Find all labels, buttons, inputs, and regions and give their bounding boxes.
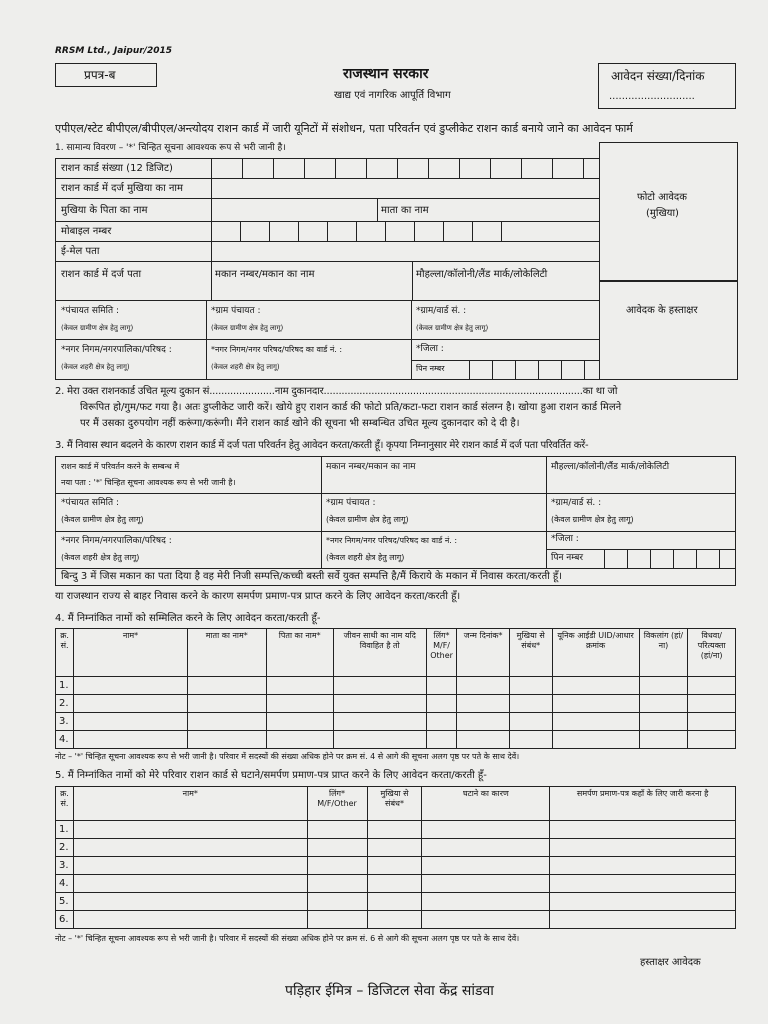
urban-note-2: (केवल शहरी क्षेत्र हेतु लागू)	[211, 363, 280, 371]
s4-head-uid: यूनिक आईडी UID/आधार क्रमांक	[552, 629, 639, 677]
photo-box[interactable]	[599, 142, 738, 281]
s3-locality-label: मौहल्ला/कॉलोनी/लैंड मार्क/लोकेलिटी	[551, 462, 670, 472]
table-row[interactable]	[56, 731, 736, 749]
s5-head-surrender: समर्पण प्रमाण-पत्र कहाँ के लिए जारी करना है	[550, 787, 736, 821]
nagar-nigam-label: *नगर निगम/नगरपालिका/परिषद :	[61, 345, 172, 355]
s5-row-no: 3.	[56, 857, 74, 875]
father-input[interactable]	[211, 199, 378, 221]
pin-row	[411, 360, 599, 379]
s3-surrender: या राजस्थान राज्य से बाहर निवास करने के कारण समर्पण प्रमाण-पत्र प्राप्त करने के लिए आवेदन करता/करती हूँ।	[55, 591, 461, 602]
s4-row-no: 4.	[56, 731, 74, 749]
nagar-ward-field[interactable]	[206, 340, 412, 379]
s3-panchayat-samiti[interactable]	[56, 493, 322, 532]
email-label: ई-मेल पता	[61, 246, 100, 257]
change-label-cell	[56, 457, 322, 494]
s3-pin-row	[546, 549, 735, 569]
father-label: मुखिया के पिता का नाम	[61, 205, 148, 216]
s4-head-sno: क्र. सं.	[56, 629, 74, 677]
s5-row-no: 4.	[56, 875, 74, 893]
panchayat-samiti-label: *पंचायत समिति :	[61, 306, 120, 316]
s4-head-dob: जन्म दिनांक*	[457, 629, 510, 677]
gram-ward-label: *ग्राम/वार्ड सं. :	[416, 306, 467, 316]
s3-gram-ward-label: *ग्राम/वार्ड सं. :	[551, 498, 602, 508]
publisher: RRSM Ltd., Jaipur/2015	[55, 46, 173, 56]
section2-line3: पर मैं उसका दुरुपयोग नहीं करूंगा/करूंगी। मैंने राशन कार्ड खोने की सूचना भी सम्बन्धित उचित मूल्य दुकानदार को दे दी है।	[80, 418, 520, 429]
section2-line1: 2. मेरा उक्त राशनकार्ड उचित मूल्य दुकान सं......................नाम दुकानदार.......................................................................................का था जो	[55, 386, 618, 397]
pin-cells[interactable]	[469, 360, 607, 379]
mobile-row	[55, 221, 600, 242]
photo-label: फोटो आवेदक	[637, 192, 687, 203]
s3-urban-note: (केवल शहरी क्षेत्र हेतु लागू)	[61, 553, 140, 562]
photo-sub: (मुखिया)	[646, 208, 679, 219]
s5-head-sno: क्र. सं.	[56, 787, 74, 821]
rural-note-2: (केवल ग्रामीण क्षेत्र हेतु लागू)	[211, 324, 284, 332]
s3-gram-ward[interactable]	[546, 493, 735, 532]
s5-head-relation: मुखिया से संबंध*	[367, 787, 422, 821]
mobile-label: मोबाइल नम्बर	[61, 226, 112, 237]
section1-title: 1. सामान्य विवरण – '*' चिन्हित सूचना आवश्यक रूप से भरी जानी है।	[55, 143, 286, 153]
section5-note: नोट – '*' चिन्हित सूचना आवश्यक रूप से भरी जानी है। परिवार में सदस्यों की संख्या अधिक होने पर क्रम सं. 6 से आगे की सूचना अलग पृष्ठ पर पते के साथ देवें।	[55, 934, 520, 943]
footer-signature: हस्ताक्षर आवेदक	[640, 957, 701, 968]
panchayat-samiti-field[interactable]	[56, 301, 207, 339]
table-row[interactable]	[56, 695, 736, 713]
table-row[interactable]	[56, 821, 736, 839]
s4-head-widow: विधवा/ परित्यक्ता (हां/ना)	[688, 629, 736, 677]
s3-nagar-ward[interactable]	[321, 531, 547, 569]
form-title: एपीएल/स्टेट बीपीएल/बीपीएल/अन्त्योदय राशन कार्ड में जारी यूनिटों में संशोधन, पता परिवर्तन एवं डुप्लीकेट राशन कार्ड बनाये जाने का आवेदन फार्म	[55, 122, 633, 135]
mobile-cells[interactable]	[211, 222, 503, 241]
section3-title: 3. मैं निवास स्थान बदलने के कारण राशन कार्ड में दर्ज पता परिवर्तन हेतु आवेदन करता/करती हूँ। कृपया निम्नानुसार मेरे राशन कार्ड में दर्ज पता परिवर्तित करें-	[55, 440, 589, 451]
app-no-field[interactable]: ...........................	[609, 91, 695, 102]
s3-rural-note-3: (केवल ग्रामीण क्षेत्र हेतु लागू)	[551, 515, 634, 524]
s4-head-relation: मुखिया से संबंध*	[509, 629, 552, 677]
district-field[interactable]	[411, 340, 599, 361]
s3-district[interactable]	[546, 531, 735, 550]
s5-head-gender: लिंग* M/F/Other	[307, 787, 367, 821]
s4-head-father: पिता का नाम*	[266, 629, 333, 677]
s3-gram-panchayat[interactable]	[321, 493, 547, 532]
rural-note: (केवल ग्रामीण क्षेत्र हेतु लागू)	[61, 324, 134, 332]
s4-head-mother: माता का नाम*	[187, 629, 266, 677]
house-label: मकान नम्बर/मकान का नाम	[215, 269, 315, 280]
change-label: राशन कार्ड में परिवर्तन करने के सम्बन्ध में	[61, 462, 180, 471]
app-no-box	[598, 63, 736, 109]
s3-nagar-nigam-label: *नगर निगम/नगरपालिका/परिषद :	[61, 536, 172, 546]
head-name-label: राशन कार्ड में दर्ज मुखिया का नाम	[61, 183, 183, 194]
dept-title: खाद्य एवं नागरिक आपूर्ति विभाग	[334, 90, 451, 101]
address-label: राशन कार्ड में दर्ज पता	[61, 269, 142, 280]
s5-row-no: 5.	[56, 893, 74, 911]
address-row	[55, 261, 600, 301]
s4-head-spouse: जीवन साथी का नाम यदि विवाहित है तो	[333, 629, 426, 677]
head-name-row	[55, 178, 600, 199]
nagar-nigam-field[interactable]	[56, 340, 207, 379]
ration-no-label: राशन कार्ड संख्या (12 डिजिट)	[61, 163, 173, 174]
s4-row-no: 2.	[56, 695, 74, 713]
s4-head-name: नाम*	[74, 629, 188, 677]
form-no: प्रपत्र-ब	[84, 68, 116, 82]
table-row[interactable]	[56, 893, 736, 911]
new-address-label: नया पता : '*' चिन्हित सूचना आवश्यक रूप से भरी जानी है।	[61, 478, 236, 487]
s3-locality-field[interactable]	[546, 457, 735, 494]
gram-panchayat-field[interactable]	[206, 301, 412, 339]
s3-pin-cells[interactable]	[604, 549, 742, 568]
s5-row-no: 6.	[56, 911, 74, 929]
s3-pin-label: पिन नम्बर	[551, 553, 584, 563]
section4-note: नोट – '*' चिन्हित सूचना आवश्यक रूप से भरी जानी है। परिवार में सदस्यों की संख्या अधिक होने पर क्रम सं. 4 से आगे की सूचना अलग पृष्ठ पर पते के साथ देवें।	[55, 752, 520, 761]
s3-house-field[interactable]	[321, 457, 547, 494]
house-input[interactable]	[211, 262, 413, 300]
gram-panchayat-label: *ग्राम पंचायत :	[211, 306, 261, 316]
section4-table	[55, 628, 736, 749]
table-row[interactable]	[56, 857, 736, 875]
form-no-box	[55, 63, 157, 87]
s3-nagar-ward-label: *नगर निगम/नगर परिषद/परिषद का वार्ड नं. :	[326, 536, 458, 545]
s3-house-label: मकान नम्बर/मकान का नाम	[326, 462, 416, 472]
urban-note: (केवल शहरी क्षेत्र हेतु लागू)	[61, 363, 130, 371]
footer-stamp: पड़िहार ईमित्र – डिजिटल सेवा केंद्र सांडवा	[285, 983, 494, 999]
table-row[interactable]	[56, 911, 736, 929]
section5-table	[55, 786, 736, 929]
locality-label: मौहल्ला/कॉलोनी/लैंड मार्क/लोकेलिटी	[416, 269, 548, 280]
table-row[interactable]	[56, 713, 736, 731]
s4-row-no: 1.	[56, 677, 74, 695]
s3-district-label: *जिला :	[551, 534, 579, 544]
nagar-ward-label: *नगर निगम/नगर परिषद/परिषद का वार्ड नं. :	[211, 345, 343, 354]
father-row	[55, 198, 600, 222]
email-input[interactable]	[211, 242, 601, 261]
s4-head-gender: लिंग* M/F/ Other	[426, 629, 456, 677]
s4-head-disabled: विकलांग (हां/ना)	[639, 629, 688, 677]
s3-rural-note: (केवल ग्रामीण क्षेत्र हेतु लागू)	[61, 515, 144, 524]
s3-urban-note-2: (केवल शहरी क्षेत्र हेतु लागू)	[326, 553, 405, 562]
table-row[interactable]	[56, 677, 736, 695]
section2-line2: विरूपित हो/गुम/फट गया है। अतः डुप्लीकेट जारी करें। खोये हुए राशन कार्ड की फोटो प्रति/कटा-फटा राशन कार्ड संलग्न है। खोया हुआ राशन कार्ड मिलने	[80, 402, 622, 413]
urban-row	[55, 339, 600, 380]
s3-gram-panchayat-label: *ग्राम पंचायत :	[326, 498, 376, 508]
gram-ward-field[interactable]	[411, 301, 599, 339]
signature-label: आवेदक के हस्ताक्षर	[626, 305, 698, 316]
s3-panchayat-samiti-label: *पंचायत समिति :	[61, 498, 120, 508]
district-label: *जिला :	[416, 344, 444, 354]
app-no-label: आवेदन संख्या/दिनांक	[611, 69, 705, 83]
section4-title: 4. मैं निम्नांकित नामों को सम्मिलित करने के लिए आवेदन करता/करती हूँ-	[55, 613, 321, 624]
s5-head-name: नाम*	[73, 787, 307, 821]
s3-declaration: बिन्दु 3 में जिस मकान का पता दिया है वह मेरी निजी सम्पत्ति/कच्ची बस्ती सर्वे युक्त सम्पत्ति है/मैं किराये के मकान में निवास करता/करती हूँ।	[61, 571, 563, 582]
section5-title: 5. मैं निम्नांकित नामों को मेरे परिवार राशन कार्ड से घटाने/समर्पण प्रमाण-पत्र प्राप्त करने के लिए आवेदन करता/करती हूँ-	[55, 770, 487, 781]
ration-no-cells[interactable]	[211, 159, 612, 178]
signature-box[interactable]	[599, 281, 738, 380]
s3-rural-note-2: (केवल ग्रामीण क्षेत्र हेतु लागू)	[326, 515, 409, 524]
govt-title: राजस्थान सरकार	[343, 66, 429, 82]
rural-row	[55, 300, 600, 340]
rural-note-3: (केवल ग्रामीण क्षेत्र हेतु लागू)	[416, 324, 489, 332]
s5-head-reason: घटाने का कारण	[422, 787, 550, 821]
ration-no-row	[55, 158, 600, 179]
table-row[interactable]	[56, 839, 736, 857]
s3-nagar-nigam[interactable]	[56, 531, 322, 569]
s5-row-no: 1.	[56, 821, 74, 839]
s4-row-no: 3.	[56, 713, 74, 731]
table-row[interactable]	[56, 875, 736, 893]
head-name-input[interactable]	[211, 179, 601, 198]
pin-label: पिन नम्बर	[416, 364, 445, 373]
section1-table	[55, 158, 738, 380]
s5-row-no: 2.	[56, 839, 74, 857]
email-row	[55, 241, 600, 262]
mother-label: माता का नाम	[381, 205, 429, 216]
section3-table	[55, 456, 736, 586]
